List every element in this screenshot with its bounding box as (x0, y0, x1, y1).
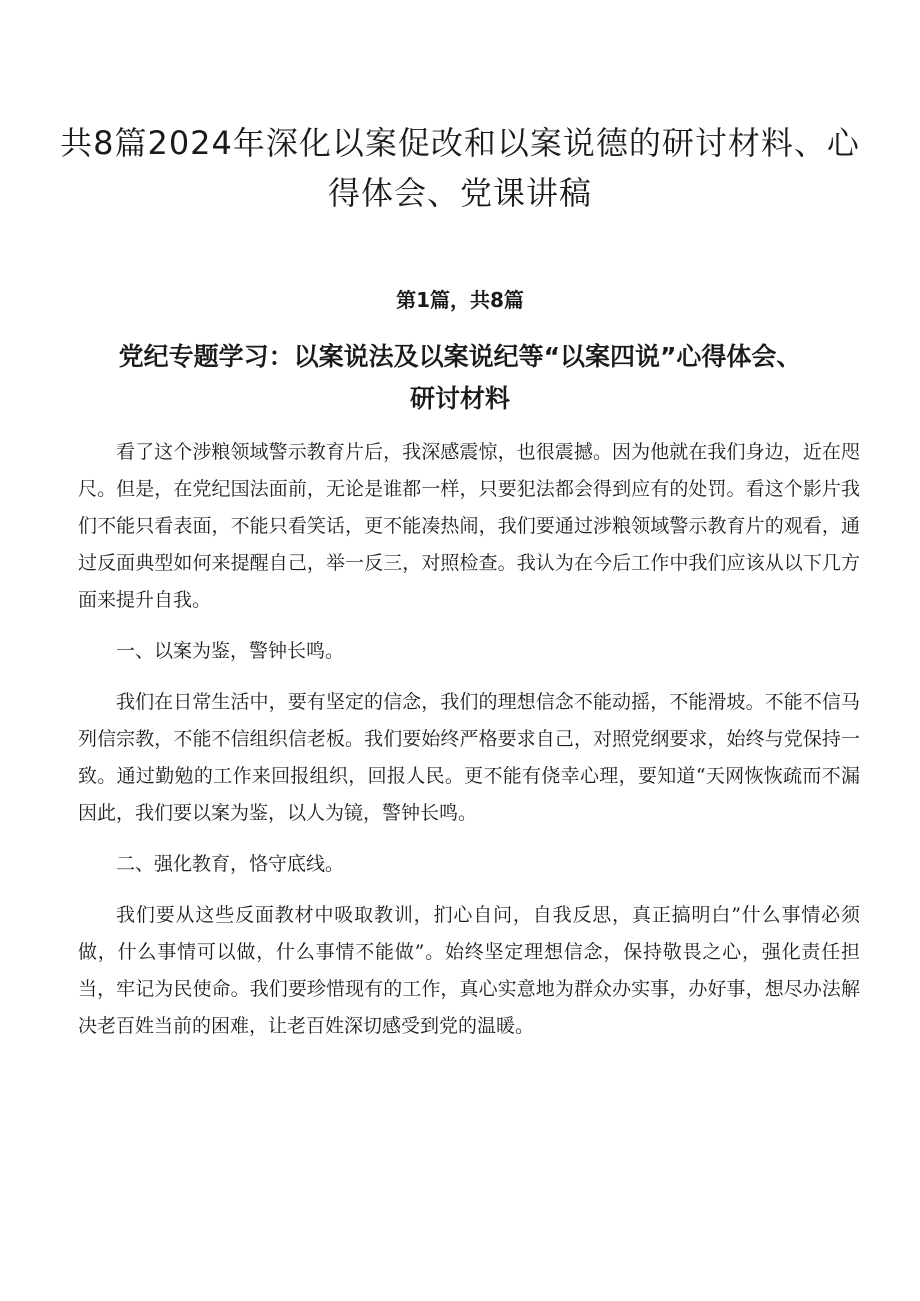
article-title: 党纪专题学习：以案说法及以案说纪等“以案四说”心得体会、研讨材料 (118, 342, 802, 413)
part-label: 第1篇，共8篇 (396, 288, 524, 312)
body-paragraph: 我们要从这些反面教材中吸取教训，扪心自问，自我反思，真正搞明白”什么事情必须做，什么事情可以做，什么事情不能做”。始终坚定理想信念，保持敬畏之心，强化责任担当，牢记为民使命。我们要珍惜现有的工作，真心实意地为群众办实事，办好事，想尽办法解决老百姓当前的困难，让老百姓深切感受到党的温暖。 (78, 904, 860, 1037)
document-title: 共8篇2024年深化以案促改和以案说德的研讨材料、心得体会、党课讲稿 (60, 124, 860, 212)
body-paragraph: 我们在日常生活中，要有坚定的信念，我们的理想信念不能动摇，不能滑坡。不能不信马列信宗教，不能不信组织信老板。我们要始终严格要求自己，对照党纲要求，始终与党保持一致。通过勤勉的工作来回报组织，回报人民。更不能有侥幸心理，要知道“天网恢恢疏而不漏因此，我们要以案为鉴，以人为镜，警钟长鸣。 (78, 691, 860, 824)
body-paragraph: 看了这个涉粮领域警示教育片后，我深感震惊，也很震撼。因为他就在我们身边，近在咫尺。但是，在党纪国法面前，无论是谁都一样，只要犯法都会得到应有的处罚。看这个影片我们不能只看表面，不能只看笑话，更不能凑热闹，我们要通过涉粮领域警示教育片的观看，通过反面典型如何来提醒自己，举一反三，对照检查。我认为在今后工作中我们应该从以下几方面来提升自我。 (78, 441, 860, 611)
section-heading: 二、强化教育，恪守底线。 (116, 853, 345, 875)
article-body (78, 434, 860, 1045)
section-heading: 一、以案为鉴，警钟长鸣。 (116, 640, 345, 662)
